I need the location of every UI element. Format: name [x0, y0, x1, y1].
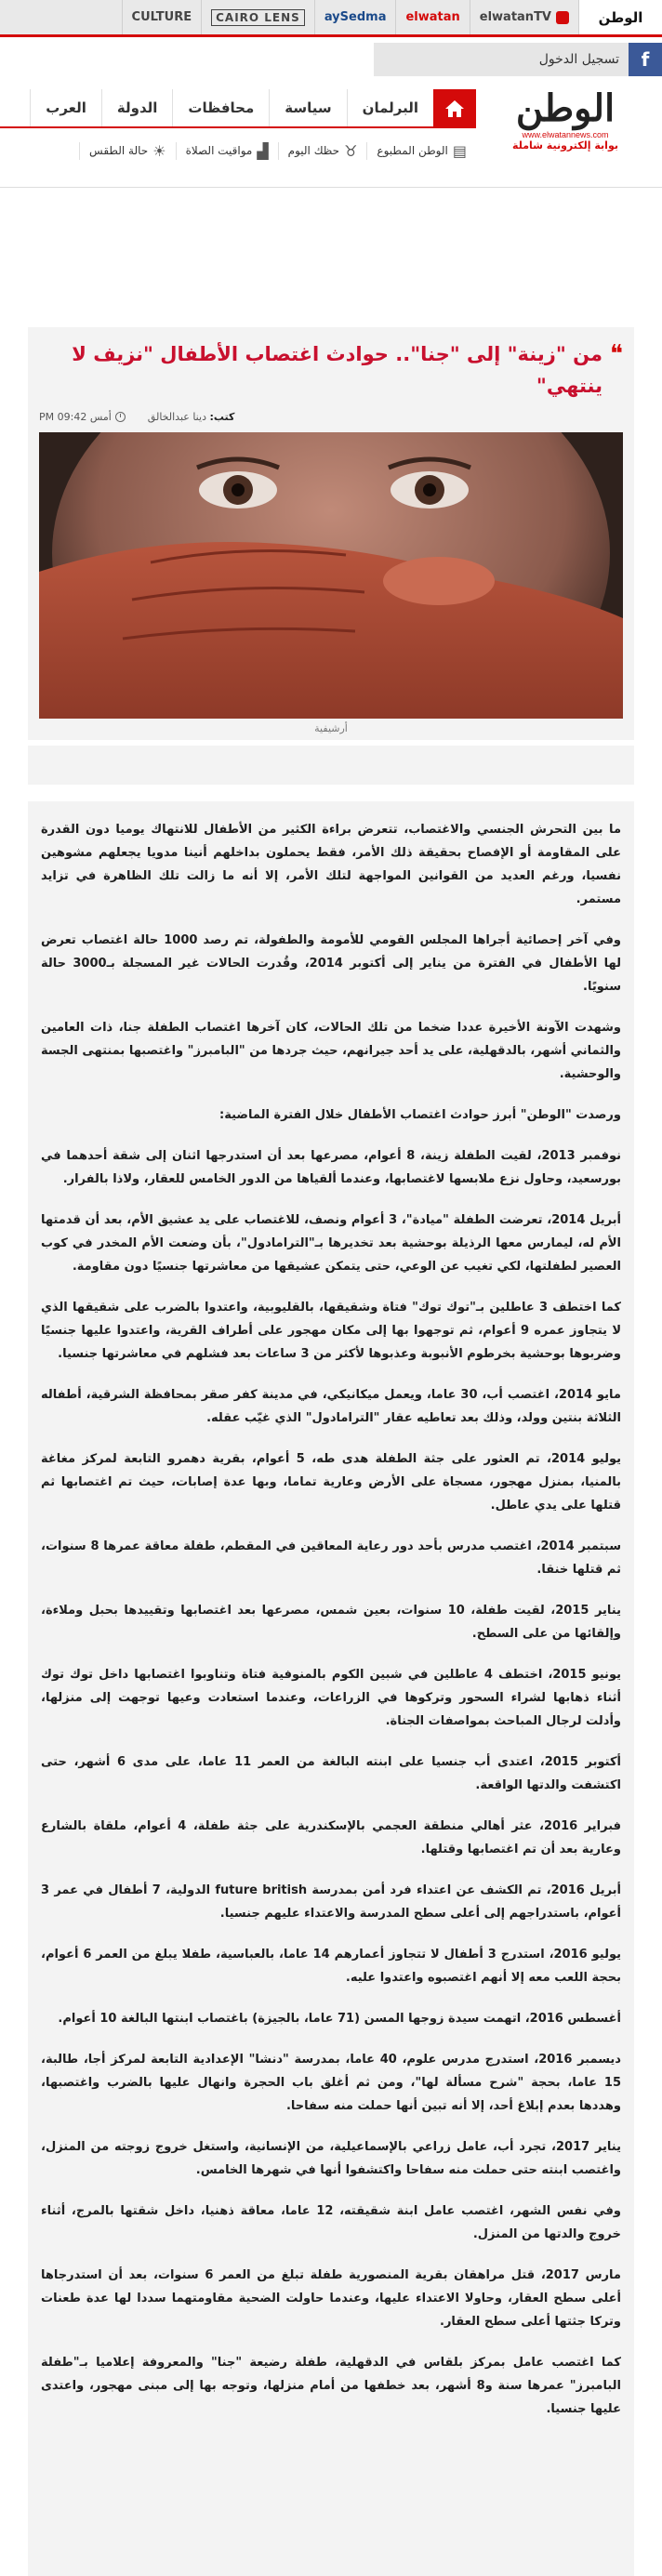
article-paragraph: مارس 2017، قتل مراهقان بقرية المنصورية طفلة تبلغ من العمر 6 سنوات، بعد أن استدرجاها أعلى سطح العقار، وحاولا الاعتداء عليها، وعندما حاولت الضحية مقاومتهما سددا لها عدة طعنات وتركا جثتها أعلى سطح العقار. — [41, 2268, 621, 2329]
tab-aysedma[interactable] — [314, 0, 396, 34]
article-paragraph: نوفمبر 2013، لقيت الطفلة زينة، 8 أعوام، مصرعها بعد أن استدرجها اثنان إلى شقة أحدهما في بورسعيد، وحاول نزع ملابسها لاغتصابها، وعندما ألقياها من الدور الخامس للعقار، ولاذا بالفرار. — [41, 1149, 622, 1186]
login-box[interactable] — [374, 43, 662, 76]
article-time — [39, 411, 126, 423]
article-title: من "زينة" إلى "جنا".. حوادث اغتصاب الأطفال "نزيف لا ينتهي" — [72, 343, 602, 397]
article-paragraph: يناير 2015، لقيت طفلة، 10 سنوات، بعين شمس، مصرعها بعد اغتصابها وتقييدها بحبل وملاءة، وإلقائها من على السطح. — [41, 1604, 621, 1641]
article-paragraph: وشهدت الآونة الأخيرة عددا ضخما من تلك الحالات، كان آخرها اغتصاب الطفلة جنا، ذات العامين والثماني أشهر، بالدقهلية، على يد أحد جيرانهم، حيث جردها من "البامبرز" واغتصبها بمنتهى الجسة والوحشية. — [41, 1021, 621, 1081]
taurus-icon: ♉ — [344, 141, 358, 160]
article-header — [28, 327, 634, 432]
tab-label: الوطن — [598, 8, 643, 26]
share-bar-placeholder — [28, 746, 634, 785]
article-photo — [39, 432, 623, 719]
clock-icon — [115, 412, 126, 422]
subnav-horoscope[interactable] — [278, 142, 367, 160]
site-switcher-bar — [0, 0, 662, 37]
quote-icon: ❝ — [610, 340, 623, 368]
tab-elwatan-tv[interactable] — [470, 0, 578, 34]
subnav-label: حالة الطقس — [89, 144, 149, 157]
login-link[interactable]: تسجيل الدخول — [538, 52, 619, 67]
nav-item-state[interactable]: الدولة — [101, 89, 173, 126]
author-label: كتب: — [209, 411, 235, 423]
article-title-row — [39, 338, 623, 402]
article-author — [148, 411, 235, 423]
article-paragraph: ما بين التحرش الجنسي والاغتصاب، تتعرض براءة الكثير من الأطفال للانتهاك يوميا دون القدرة على المقاومة أو الإفصاح بحقيقة ذلك الأمر، فقط يحملون بداخلهم أنينا مدويا يجعلهم مشوهين نفسيا، ورغم العديد من القوانين المواجهة لتلك الأمر، إلا أنه ما زالت تلك الظاهرة في تزايد مستمر. — [41, 823, 621, 906]
article-paragraph: يونيو 2015، اختطف 4 عاطلين في شبين الكوم بالمنوفية فتاة وتناوبوا اغتصابها داخل توك توك أثناء ذهابها لشراء السحور وتركوها في الزراعات، وعندما استعادت وعيها توجهت إلى منزلها، وأدلت لرجال المباحث بمواصفات الجناة. — [41, 1668, 621, 1728]
tab-label: CAIRO LENS — [211, 9, 305, 26]
article-paragraph: كما اختطف 3 عاطلين بـ"توك توك" فتاة وشقيقها، بالقليوبية، واعتدوا بالضرب على شقيقها الذي لا يتجاوز عمره 9 أعوام، ثم توجهوا بها إلى مكان مهجور على أطراف القرية، واعتدوا عليها جنسيًا وضربوها بوحشية بخرطوم الأنبوبة وعذبوها لأكثر من 3 ساعات بعد فشلهم في معاشرتها جنسيا. — [41, 1301, 622, 1361]
home-button[interactable] — [433, 89, 476, 128]
tab-culture[interactable] — [122, 0, 202, 34]
tab-elwatan-sports[interactable] — [395, 0, 469, 34]
article-paragraph: ديسمبر 2016، استدرج مدرس علوم، 40 عاما، بمدرسة "دنشا" الإعدادية التابعة لمركز أجا، طالبة، 15 عاما، بحجة "شرح مسألة لها"، ومن ثم أغلق باب الحجرة وانهال عليها بالضرب واغتصبها، وهددها بعدم إبلاغ أحد، إلا أنه تبين أنها حملت منه سفاحا. — [41, 2053, 621, 2113]
sub-nav — [0, 132, 476, 169]
article-paragraph: أغسطس 2016، اتهمت سيدة زوجها المسن (71 عاما، بالجيزة) باغتصاب ابنتها البالغة 10 أعوام. — [58, 2012, 621, 2026]
tab-cairo-lens[interactable] — [201, 0, 314, 34]
article-paragraph: أبريل 2016، تم الكشف عن اعتداء فرد أمن بمدرسة future british الدولية، 7 أطفال في عمر 3 أعوام، باستدراجهم إلى أعلى سطح المدرسة والاعتداء عليهم جنسيا. — [41, 1883, 621, 1921]
subnav-weather[interactable] — [79, 142, 176, 160]
ad-space — [0, 188, 662, 327]
nav-item-politics[interactable]: سياسة — [269, 89, 346, 126]
newspaper-icon: ▤ — [452, 141, 467, 160]
article-photo-block — [28, 432, 634, 740]
article-paragraph: أبريل 2014، تعرضت الطفلة "ميادة"، 3 أعوام ونصف، للاغتصاب على يد عشيق الأم، بعد أن قدمتها الأم له، ليمارس معها الرذيلة بوحشية بعد تخديرها بـ"الترامادول"، بأن وضعت الأم المخدر في كوب العصير لطفلتها، لكي تغيب عن الوعي، حتى يتمكن عشيقها من معاشرتها جنسيًا دون مقاومة. — [41, 1213, 621, 1274]
tab-label: CULTURE — [131, 10, 192, 24]
tab-label: aySedma — [324, 10, 387, 24]
mosque-icon: ▟ — [257, 141, 269, 160]
login-strip — [0, 37, 662, 78]
time-text: أمس 09:42 PM — [39, 411, 112, 423]
article-paragraph: يوليو 2016، استدرج 3 أطفال لا تتجاوز أعمارهم 14 عاما، بالعباسية، طفلا يبلغ من العمر 6 أعوام، بحجة اللعب معه إلا أنهم اغتصبوه واعتدوا عليه. — [41, 1948, 621, 1985]
sun-icon: ☀ — [152, 141, 166, 160]
article-body — [28, 801, 634, 2576]
author-name[interactable]: دينا عبدالخالق — [147, 411, 206, 423]
article-paragraph: يناير 2017، تجرد أب، عامل زراعي بالإسماعيلية، من الإنسانية، واستغل خروج زوجته من المنزل، واغتصب ابنته حتى حملت منه سفاحا واكتشفوا أنها في شهرها الخامس. — [41, 2140, 621, 2177]
nav-item-governorates[interactable]: محافظات — [172, 89, 269, 126]
article-meta — [39, 411, 623, 423]
site-logo[interactable] — [491, 87, 640, 152]
nav-item-arabs[interactable]: العرب — [30, 89, 101, 126]
photo-caption: أرشيفية — [314, 722, 348, 734]
article-paragraph: يوليو 2014، تم العثور على جثة الطفلة هدى طه، 5 أعوام، بقرية دهمرو التابعة لمركز مغاغة بالمنيا، بمنزل مهجور، مسجاة على الأرض وعارية تماما، وبها عدة إصابات، حيث تم اغتصابها ثم قتلها على يدي عاطل. — [41, 1452, 621, 1513]
article-paragraph: وفي آخر إحصائية أجراها المجلس القومي للأمومة والطفولة، تم رصد 1000 حالة اغتصاب تعرض لها الأطفال في الفترة من يناير إلى أكتوبر 2014، وقُدرت الحالات غير المسجلة بـ3000 حالة سنويًا. — [41, 933, 621, 994]
tab-elwatan[interactable] — [578, 0, 662, 34]
main-nav — [0, 89, 476, 128]
site-header — [0, 78, 662, 188]
article-paragraph: ورصدت "الوطن" أبرز حوادث اغتصاب الأطفال خلال الفترة الماضية: — [219, 1108, 621, 1122]
home-icon — [444, 98, 466, 120]
tab-label: elwatanTV — [479, 10, 551, 24]
nav-item-parliament[interactable]: البرلمان — [347, 89, 433, 126]
logo-url: www.elwatannews.com — [522, 130, 609, 139]
tv-logo-icon — [556, 11, 569, 24]
facebook-icon[interactable]: f — [629, 43, 662, 76]
subnav-prayer-times[interactable] — [176, 142, 278, 160]
article-paragraph: أكتوبر 2015، اعتدى أب جنسيا على ابنته البالغة من العمر 11 عاما، على مدى 6 أشهر، حتى اكتشفت والدتها الواقعة. — [41, 1755, 622, 1792]
subnav-label: حظك اليوم — [287, 144, 340, 157]
article-paragraph: وفي نفس الشهر، اغتصب عامل ابنة شقيقته، 12 عاما، معاقة ذهنيا، داخل شقتها بالمرج، أثناء خروج والدتها من المنزل. — [41, 2204, 621, 2241]
article-paragraph: كما اغتصب عامل بمركز بلقاس في الدقهلية، طفلة رضيعة "جنا" والمعروفة إعلاميا بـ"طفلة البامبرز" عمرها سنة و8 أشهر، بعد خطفها من أمام منزلها، وتوجه بها إلى مبنى مهجور، واعتدى عليها جنسيا. — [41, 2356, 621, 2416]
tab-label: elwatan — [405, 10, 460, 24]
logo-tagline: بوابة إلكترونية شاملة — [512, 139, 618, 152]
logo-wordmark: الوطن — [515, 86, 616, 130]
subnav-label: الوطن المطبوع — [377, 144, 448, 157]
child-photo-illustration — [39, 432, 623, 719]
subnav-label: مواقيت الصلاة — [185, 144, 253, 157]
subnav-printed-edition[interactable] — [366, 142, 476, 160]
article-paragraph: مايو 2014، اغتصب أب، 30 عاما، ويعمل ميكانيكي، في مدينة كفر صقر بمحافظة الشرقية، أطفاله الثلاثة بنتين وولد، وذلك بعد تعاطيه عقار "الترامادول" الذي غيّب عقله. — [41, 1388, 621, 1425]
article-paragraph: فبراير 2016، عثر أهالي منطقة العجمي بالإسكندرية على جثة طفلة، 4 أعوام، ملقاة بالشارع وعارية بعد أن تم اغتصابها وقتلها. — [41, 1819, 622, 1856]
article-paragraph: سبتمبر 2014، اغتصب مدرس بأحد دور رعاية المعاقين في المقطم، طفلة معاقة عمرها 8 سنوات، ثم قتلها خنقا. — [41, 1539, 621, 1577]
